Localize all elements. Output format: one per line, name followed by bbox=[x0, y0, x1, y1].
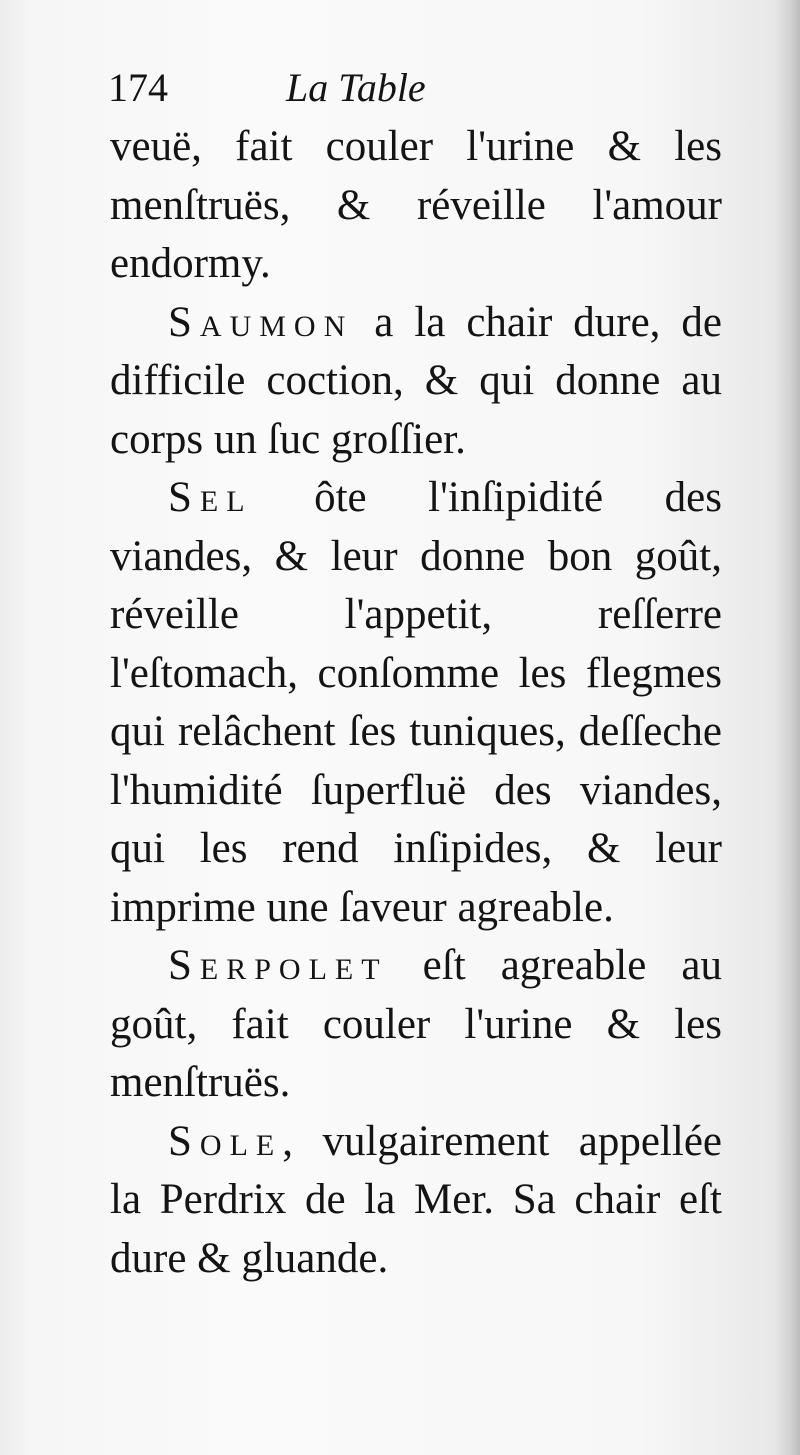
running-head: La Table bbox=[286, 65, 426, 110]
entry-text: , vulgairement appellée la Perdrix de la Mer. Sa chair eſt dure & gluande. bbox=[110, 1117, 722, 1282]
entry-sole bbox=[110, 1113, 722, 1289]
headword: Sel bbox=[168, 474, 253, 521]
entry-text: eſt agreable au goût, fait couler l'urine & les menſtruës. bbox=[110, 942, 722, 1106]
headword: Sole bbox=[168, 1117, 283, 1165]
page-edge-shadow bbox=[774, 0, 800, 1455]
page-number: 174 bbox=[108, 65, 168, 110]
entry-serpolet bbox=[110, 937, 722, 1113]
entry-text: ôte l'inſipidité des viandes, & leur donne bon goût, réveille l'appetit, reſſerre l'eſtomach, conſomme les flegmes qui relâchent ſes tuniques, deſſeche l'humidité ſuperfluë des viandes, qui les rend inſipides, & leur imprime une ſaveur agreable. bbox=[110, 474, 722, 931]
entry-sel bbox=[110, 469, 722, 937]
entry-saumon bbox=[110, 294, 722, 470]
continuation-paragraph: veuë, fait couler l'urine & les menſtruës, & réveille l'amour endormy. bbox=[110, 123, 722, 287]
headword: Serpolet bbox=[168, 942, 388, 989]
entry-text: a la chair dure, de difficile coction, & qui donne au corps un ſuc groſſier. bbox=[110, 298, 722, 463]
page-header bbox=[108, 58, 708, 118]
body-text bbox=[110, 118, 722, 1288]
headword: Saumon bbox=[168, 298, 354, 346]
